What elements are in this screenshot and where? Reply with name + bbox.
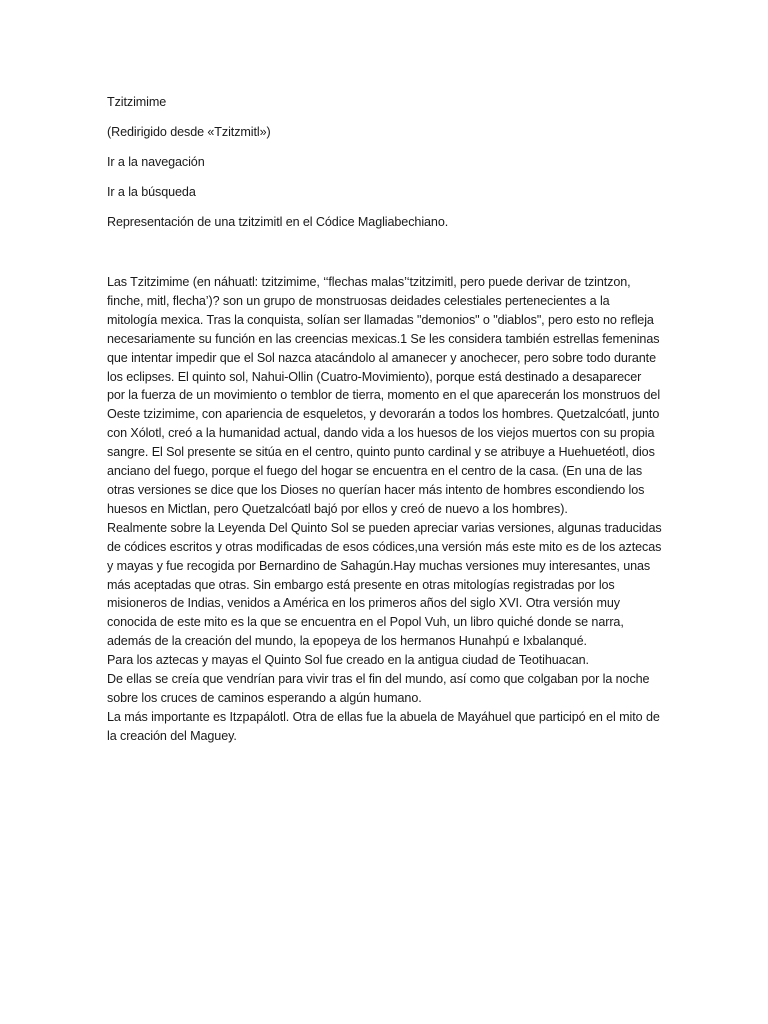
image-caption: Representación de una tzitzimitl en el Códice Magliabechiano. bbox=[107, 215, 449, 229]
navigation-link-text: Ir a la navegación bbox=[107, 155, 205, 169]
redirect-note: (Redirigido desde «Tzitzmitl») bbox=[107, 125, 271, 139]
page-title: Tzitzimime bbox=[107, 95, 167, 109]
document-page bbox=[107, 93, 662, 746]
search-link-text: Ir a la búsqueda bbox=[107, 185, 196, 199]
paragraph-intro: Las Tzitzimime (en náhuatl: tzitzimime, ‘‘flechas malas’‘tzitzimitl, pero puede derivar de tzintzon, finche, mitl, flecha’)? son un grupo de monstruosas deidades celestiales pertenecientes a la mitología mexica. Tras la conquista, solían ser llamadas "demonios" o "diablos", pero esto no refleja necesariamente su función en las creencias mexicas.1 Se les considera también estrellas femeninas que intentar impedir que el Sol nazca atacándolo al amanecer y anochecer, pero sobre todo durante los eclipses. El quinto sol, Nahui-Ollin (Cuatro-Movimiento), porque está destinado a desaparecer por la fuerza de un movimiento o temblor de tierra, momento en el que aparecerán los monstruos del Oeste tzizimime, con apariencia de esqueletos, y devorarán a todos los hombres. Quetzalcóatl, junto con Xólotl, creó a la humanidad actual, dando vida a los huesos de los viejos muertos con su propia sangre. El Sol presente se sitúa en el centro, quinto punto cardinal y se atribuye a Huehuetéotl, dios anciano del fuego, porque el fuego del hogar se encuentra en el centro de la casa. (En una de las otras versiones se dice que los Dioses no querían hacer más intento de hombres escondiendo los huesos en Mictlan, pero Quetzalcóatl bajó por ellos y creó de nuevo a los hombres). bbox=[107, 275, 661, 516]
paragraph-versions: Realmente sobre la Leyenda Del Quinto Sol se pueden apreciar varias versiones, algunas traducidas de códices escritos y otras modificadas de esos códices,una versión más este mito es de los aztecas y mayas y fue recogida por Bernardino de Sahagún.Hay muchas versiones muy interesantes, unas más aceptadas que otras. Sin embargo está presente en otras mitologías registradas por los misioneros de Indias, venidos a América en los primeros años del siglo XVI. Otra versión muy conocida de este mito es la que se encuentra en el Popol Vuh, un libro quiché donde se narra, además de la creación del mundo, la epopeya de los hermanos Hunahpú e Ixbalanqué. bbox=[107, 520, 662, 649]
paragraph-teotihuacan: Para los aztecas y mayas el Quinto Sol fue creado en la antigua ciudad de Teotihuacan. bbox=[107, 653, 589, 668]
paragraph-itzpapalotl: La más importante es Itzpapálotl. Otra de ellas fue la abuela de Mayáhuel que participó en el mito de la creación del Maguey. bbox=[107, 709, 660, 743]
paragraph-belief: De ellas se creía que vendrían para vivir tras el fin del mundo, así como que colgaban por la noche sobre los cruces de caminos esperando a algún humano. bbox=[107, 672, 650, 705]
